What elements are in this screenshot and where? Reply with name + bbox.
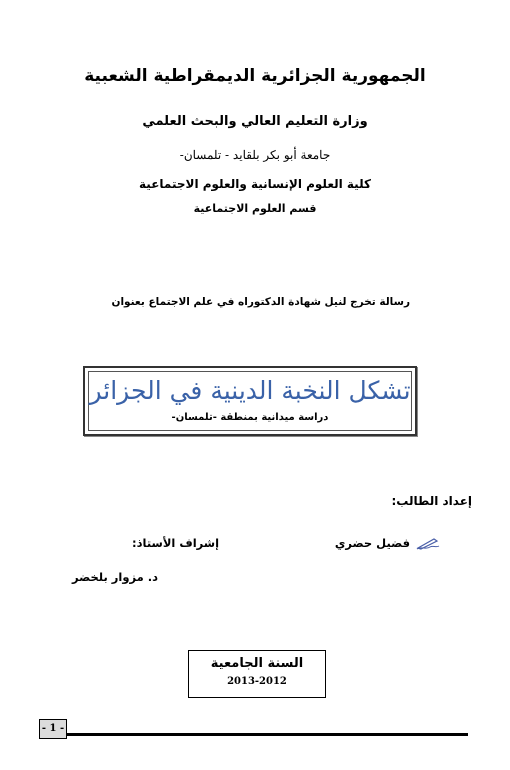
student-row: [335, 536, 440, 550]
department-name: قسم العلوم الاجتماعية: [193, 202, 317, 215]
academic-year-label: السنة الجامعية: [210, 656, 304, 671]
faculty-name: كلية العلوم الإنسانية والعلوم الاجتماعية: [139, 177, 371, 191]
page-number: - 1 -: [39, 719, 67, 739]
supervisor-name: د. مزوار بلخضر: [72, 570, 159, 584]
title-box: [83, 366, 417, 436]
ministry-title: وزارة التعليم العالي والبحث العلمي: [142, 114, 368, 129]
pen-icon: [416, 536, 440, 550]
thesis-title: تشكل النخبة الدينية في الجزائر: [89, 376, 411, 405]
academic-year-box: [188, 650, 326, 698]
thesis-note: رسالة تخرج لنيل شهادة الدكتوراه في علم الاجتماع بعنوان: [111, 296, 410, 308]
republic-title: الجمهورية الجزائرية الديمقراطية الشعبية: [84, 66, 426, 86]
university-name: جامعة أبو بكر بلقايد - تلمسان-: [179, 148, 331, 162]
academic-year-value: 2013-2012: [227, 676, 287, 687]
student-name: فضيل حضري: [334, 536, 410, 550]
thesis-subtitle: دراسة ميدانية بمنطقة -تلمسان-: [171, 412, 329, 423]
prepared-by-label: إعداد الطالب:: [391, 494, 472, 508]
footer-rule: [66, 733, 468, 736]
supervision-label: إشراف الأستاذ:: [132, 536, 220, 550]
